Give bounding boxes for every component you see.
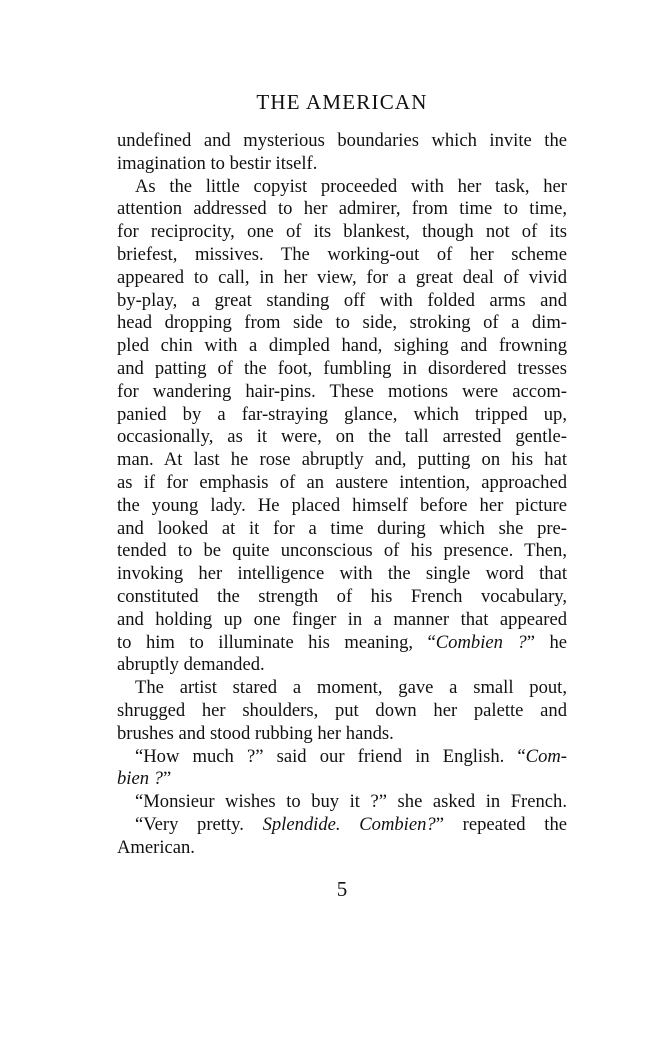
text-line: and holding up one finger in a manner that appeared xyxy=(117,608,567,630)
text-line: brushes and stood rubbing her hands. xyxy=(117,722,394,744)
text-line: pled chin with a dimpled hand, sighing and frowning xyxy=(117,335,567,357)
text-line: the young lady. He placed himself before her picture xyxy=(117,494,567,516)
text-line: invoking her intelligence with the single word that xyxy=(117,563,567,585)
text-line: head dropping from side to side, stroking of a dim- xyxy=(117,312,567,334)
text-line: briefest, missives. The working-out of her scheme xyxy=(117,243,567,265)
text-line: by-play, a great standing off with folded arms and xyxy=(117,289,567,311)
text-line: “How much ?” said our friend in English. “Com- xyxy=(135,745,567,767)
text-line: panied by a far-straying glance, which tripped up, xyxy=(117,403,567,425)
text-line: As the little copyist proceeded with her task, her xyxy=(135,175,567,197)
text-line: undefined and mysterious boundaries which invite the xyxy=(117,130,567,151)
text-line: for reciprocity, one of its blankest, though not of its xyxy=(117,221,567,243)
body-text xyxy=(117,130,567,860)
text-line: constituted the strength of his French vocabulary, xyxy=(117,585,567,607)
text-line: appeared to call, in her view, for a great deal of vivid xyxy=(117,266,567,288)
text-line: “Very pretty. Splendide. Combien?” repeated the xyxy=(135,813,568,835)
text-line: attention addressed to her admirer, from time to time, xyxy=(117,198,567,220)
text-line: and looked at it for a time during which she pre- xyxy=(117,517,567,539)
text-line: American. xyxy=(117,836,195,858)
page-number: 5 xyxy=(336,877,348,901)
text-line: imagination to bestir itself. xyxy=(117,152,318,174)
text-line: bien ?” xyxy=(117,768,172,790)
text-line: man. At last he rose abruptly and, putting on his hat xyxy=(117,449,567,471)
text-line: shrugged her shoulders, put down her palette and xyxy=(117,699,567,721)
text-line: as if for emphasis of an austere intention, approached xyxy=(117,471,567,493)
text-line: abruptly demanded. xyxy=(117,654,265,676)
text-line: tended to be quite unconscious of his presence. Then, xyxy=(117,540,567,562)
text-line: to him to illuminate his meaning, “Combien ?” he xyxy=(117,631,567,653)
text-line: and patting of the foot, fumbling in disordered tresses xyxy=(117,357,567,379)
text-line: occasionally, as it were, on the tall arrested gentle- xyxy=(117,426,567,448)
text-line: “Monsieur wishes to buy it ?” she asked in French. xyxy=(135,791,567,813)
running-title: THE AMERICAN xyxy=(256,90,428,114)
text-line: for wandering hair-pins. These motions were accom- xyxy=(117,380,567,402)
text-line: The artist stared a moment, gave a small pout, xyxy=(135,677,567,699)
